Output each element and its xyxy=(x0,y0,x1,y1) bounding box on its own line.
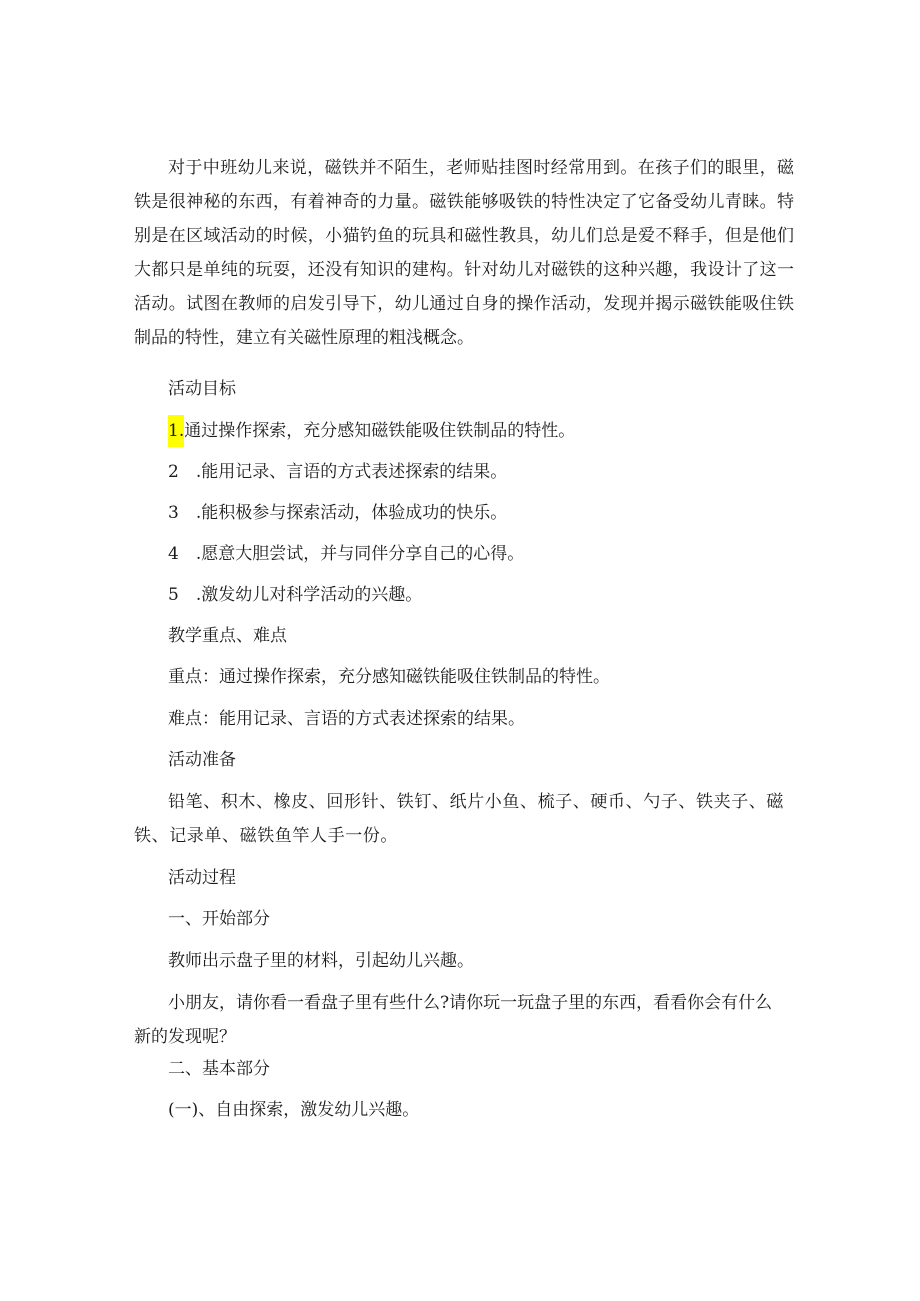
goal-item-1 xyxy=(168,420,575,442)
process-heading: 活动过程 xyxy=(168,868,236,888)
goal-item-5: 5 .激发幼儿对科学活动的兴趣。 xyxy=(168,585,423,605)
key-point: 重点：通过操作探索，充分感知磁铁能吸住铁制品的特性。 xyxy=(168,667,610,687)
prep-heading: 活动准备 xyxy=(168,750,236,770)
part-two-heading: 二、基本部分 xyxy=(168,1059,270,1079)
difficult-point: 难点：能用记录、言语的方式表述探索的结果。 xyxy=(168,709,525,729)
highlight-mark: 1. xyxy=(168,415,184,447)
part-one-quote: 小朋友，请你看一看盘子里有些什么?请你玩一玩盘子里的东西，看看你会有什么新的发现呢？ xyxy=(134,993,773,1047)
goal-item-2: 2 .能用记录、言语的方式表述探索的结果。 xyxy=(168,462,508,482)
key-heading: 教学重点、难点 xyxy=(168,626,287,646)
part-one-text: 教师出示盘子里的材料，引起幼儿兴趣。 xyxy=(168,951,474,971)
goal-item-4: 4 .愿意大胆尝试，并与同伴分享自己的心得。 xyxy=(168,544,525,564)
prep-paragraph: 铅笔、积木、橡皮、回形针、铁钉、纸片小鱼、梳子、硬币、勺子、铁夹子、磁铁、记录单、磁铁鱼竿人手一份。 xyxy=(134,792,784,846)
goal-item-1-text: 通过操作探索，充分感知磁铁能吸住铁制品的特性。 xyxy=(184,421,576,441)
goal-item-3: 3 .能积极参与探索活动，体验成功的快乐。 xyxy=(168,503,508,523)
sub-section-one: (一)、自由探索，激发幼儿兴趣。 xyxy=(168,1100,420,1120)
part-one-heading: 一、开始部分 xyxy=(168,909,270,929)
goals-heading: 活动目标 xyxy=(168,379,236,399)
intro-paragraph: 对于中班幼儿来说，磁铁并不陌生，老师贴挂图时经常用到。在孩子们的眼里，磁铁是很神秘的东西，有着神奇的力量。磁铁能够吸铁的特性决定了它备受幼儿青睐。特别是在区域活动的时候，小猫钓鱼的玩具和磁性教具，幼儿们总是爱不释手，但是他们大都只是单纯的玩耍，还没有知识的建构。针对幼儿对磁铁的这种兴趣，我设计了这一活动。试图在教师的启发引导下，幼儿通过自身的操作活动，发现并揭示磁铁能吸住铁制品的特性，建立有关磁性原理的粗浅概念。 xyxy=(134,158,794,348)
